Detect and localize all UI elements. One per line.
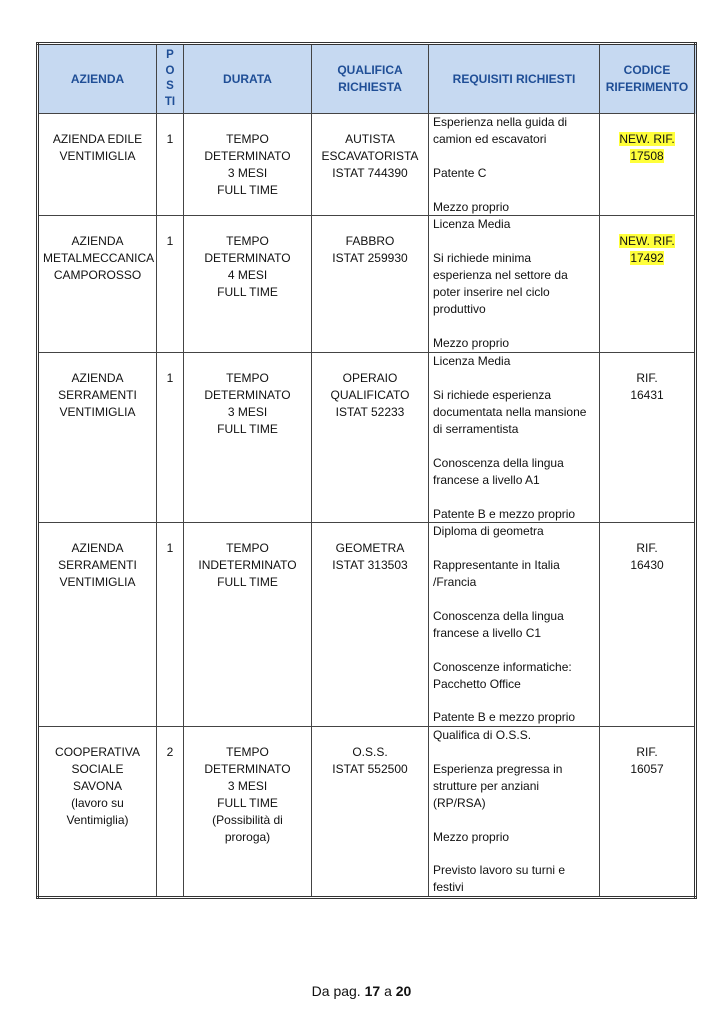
durata-line: DETERMINATO: [204, 251, 291, 266]
azienda-line: VENTIMIGLIA: [59, 148, 136, 163]
qualifica-line: ISTAT 313503: [332, 558, 408, 573]
posti-value: 1: [166, 234, 174, 249]
cell-azienda: [38, 114, 157, 216]
azienda-line: SAVONA: [72, 779, 123, 794]
cell-codice: [600, 216, 696, 353]
table-row: [38, 727, 696, 898]
requisito-line: Qualifica di O.S.S.: [433, 728, 532, 743]
header-codice: CODICE RIFERIMENTO: [600, 44, 696, 114]
requisito-line: Mezzo proprio: [433, 335, 510, 350]
header-durata: DURATA: [184, 44, 312, 114]
cell-requisiti: [429, 353, 600, 523]
cell-qualifica: [312, 353, 429, 523]
requisito-line: Mezzo proprio: [433, 829, 510, 844]
cell-posti: [157, 523, 184, 727]
requisito-line: festivi: [433, 880, 464, 895]
qualifica-line: ISTAT 52233: [335, 405, 405, 420]
requisito-line: Mezzo proprio: [433, 199, 510, 214]
footer-prefix: Da pag.: [311, 983, 361, 999]
requisito-line: Licenza Media: [433, 217, 511, 232]
header-azienda: AZIENDA: [38, 44, 157, 114]
durata-line: FULL TIME: [217, 285, 278, 300]
azienda-line: SERRAMENTI: [58, 388, 137, 403]
requisito-line: di serramentista: [433, 422, 519, 437]
durata-line: 3 MESI: [227, 405, 268, 420]
qualifica-line: FABBRO: [345, 234, 395, 249]
cell-posti: [157, 114, 184, 216]
requisito-line: Pacchetto Office: [433, 676, 521, 691]
requisito-line: Previsto lavoro su turni e: [433, 863, 566, 878]
header-requisiti: REQUISITI RICHIESTI: [429, 44, 600, 114]
cell-durata: [184, 523, 312, 727]
job-table-container: [36, 42, 694, 899]
cell-durata: [184, 216, 312, 353]
qualifica-line: ISTAT 259930: [332, 251, 408, 266]
cell-azienda: [38, 216, 157, 353]
durata-line: TEMPO: [226, 541, 269, 556]
azienda-line: AZIENDA: [71, 234, 124, 249]
durata-line: FULL TIME: [217, 182, 278, 197]
posti-value: 1: [166, 541, 174, 556]
footer-mid: a: [384, 983, 392, 999]
durata-line: 3 MESI: [227, 165, 268, 180]
header-qualifica: QUALIFICA RICHIESTA: [312, 44, 429, 114]
requisito-line: Conoscenza della lingua: [433, 455, 564, 470]
cell-requisiti: [429, 523, 600, 727]
codice-line: NEW. RIF.: [619, 234, 675, 249]
durata-line: DETERMINATO: [204, 762, 291, 777]
azienda-line: METALMECCANICA: [43, 251, 155, 266]
cell-qualifica: [312, 727, 429, 898]
qualifica-line: OPERAIO: [342, 371, 398, 386]
requisito-line: documentata nella mansione: [433, 405, 587, 420]
cell-azienda: [38, 353, 157, 523]
qualifica-line: ISTAT 744390: [332, 165, 408, 180]
cell-durata: [184, 353, 312, 523]
requisito-line: Esperienza nella guida di: [433, 115, 568, 129]
azienda-line: AZIENDA: [71, 541, 124, 556]
cell-qualifica: [312, 216, 429, 353]
codice-line: 16057: [630, 762, 664, 777]
durata-line: TEMPO: [226, 234, 269, 249]
durata-line: TEMPO: [226, 371, 269, 386]
posti-value: 1: [166, 371, 174, 386]
qualifica-line: O.S.S.: [352, 745, 388, 760]
requisito-line: Patente B e mezzo proprio: [433, 710, 576, 725]
azienda-line: VENTIMIGLIA: [59, 405, 136, 420]
posti-value: 2: [166, 745, 174, 760]
requisito-line: poter inserire nel ciclo: [433, 285, 550, 300]
azienda-line: Ventimiglia): [66, 812, 129, 827]
table-row: [38, 114, 696, 216]
cell-qualifica: [312, 114, 429, 216]
header-posti: P O S TI: [157, 44, 184, 114]
qualifica-line: AUTISTA: [345, 132, 395, 146]
durata-line: 4 MESI: [227, 268, 268, 283]
table-row: [38, 353, 696, 523]
posti-value: 1: [166, 132, 174, 146]
job-offers-table: [36, 42, 697, 899]
table-header-row: [38, 44, 696, 114]
azienda-line: VENTIMIGLIA: [59, 575, 136, 590]
requisito-line: strutture per anziani: [433, 778, 540, 793]
requisito-line: Diploma di geometra: [433, 524, 544, 539]
codice-line: 16430: [630, 558, 664, 573]
requisito-line: francese a livello C1: [433, 625, 542, 640]
durata-line: proroga): [224, 829, 271, 844]
azienda-line: SERRAMENTI: [58, 558, 137, 573]
durata-line: DETERMINATO: [204, 388, 291, 403]
cell-posti: [157, 353, 184, 523]
footer-page-from: 17: [364, 983, 381, 999]
requisito-line: Patente B e mezzo proprio: [433, 506, 576, 521]
requisito-line: (RP/RSA): [433, 795, 486, 810]
qualifica-line: QUALIFICATO: [330, 388, 410, 403]
durata-line: FULL TIME: [217, 575, 278, 590]
cell-posti: [157, 727, 184, 898]
durata-line: 3 MESI: [227, 779, 268, 794]
durata-line: DETERMINATO: [204, 148, 291, 163]
codice-line: RIF.: [636, 371, 658, 386]
cell-durata: [184, 114, 312, 216]
durata-line: INDETERMINATO: [198, 558, 297, 573]
requisito-line: camion ed escavatori: [433, 131, 547, 146]
requisito-line: /Francia: [433, 575, 477, 590]
cell-codice: [600, 727, 696, 898]
codice-line: 17492: [630, 251, 664, 266]
durata-line: (Possibilità di: [212, 812, 283, 827]
qualifica-line: ESCAVATORISTA: [321, 148, 419, 163]
requisito-line: Licenza Media: [433, 354, 511, 369]
azienda-line: CAMPOROSSO: [53, 268, 142, 283]
codice-line: 17508: [630, 148, 664, 163]
cell-requisiti: [429, 727, 600, 898]
cell-codice: [600, 353, 696, 523]
requisito-line: Conoscenze informatiche:: [433, 659, 572, 674]
cell-codice: [600, 114, 696, 216]
footer-page-to: 20: [395, 983, 412, 999]
cell-azienda: [38, 727, 157, 898]
requisito-line: Conoscenza della lingua: [433, 608, 564, 623]
table-row: [38, 523, 696, 727]
cell-azienda: [38, 523, 157, 727]
requisito-line: esperienza nel settore da: [433, 268, 568, 283]
durata-line: TEMPO: [226, 745, 269, 760]
durata-line: FULL TIME: [217, 795, 278, 810]
codice-line: RIF.: [636, 745, 658, 760]
qualifica-line: GEOMETRA: [335, 541, 405, 556]
cell-requisiti: [429, 114, 600, 216]
requisito-line: Patente C: [433, 165, 487, 180]
durata-line: TEMPO: [226, 132, 269, 146]
azienda-line: SOCIALE: [71, 762, 124, 777]
azienda-line: AZIENDA EDILE: [52, 132, 143, 146]
table-body: [38, 114, 696, 898]
codice-line: NEW. RIF.: [619, 132, 675, 146]
azienda-line: AZIENDA: [71, 371, 124, 386]
azienda-line: COOPERATIVA: [55, 745, 140, 760]
codice-line: RIF.: [636, 541, 658, 556]
requisito-line: francese a livello A1: [433, 472, 540, 487]
requisito-line: Esperienza pregressa in: [433, 762, 563, 777]
codice-line: 16431: [630, 388, 664, 403]
cell-posti: [157, 216, 184, 353]
cell-requisiti: [429, 216, 600, 353]
durata-line: FULL TIME: [217, 422, 278, 437]
requisito-line: Si richiede esperienza: [433, 388, 552, 403]
cell-durata: [184, 727, 312, 898]
qualifica-line: ISTAT 552500: [332, 762, 408, 777]
requisito-line: Si richiede minima: [433, 251, 532, 266]
azienda-line: (lavoro su: [71, 795, 124, 810]
requisito-line: produttivo: [433, 301, 486, 316]
page-footer: [0, 983, 723, 999]
cell-codice: [600, 523, 696, 727]
requisito-line: Rappresentante in Italia: [433, 558, 560, 573]
table-row: [38, 216, 696, 353]
cell-qualifica: [312, 523, 429, 727]
